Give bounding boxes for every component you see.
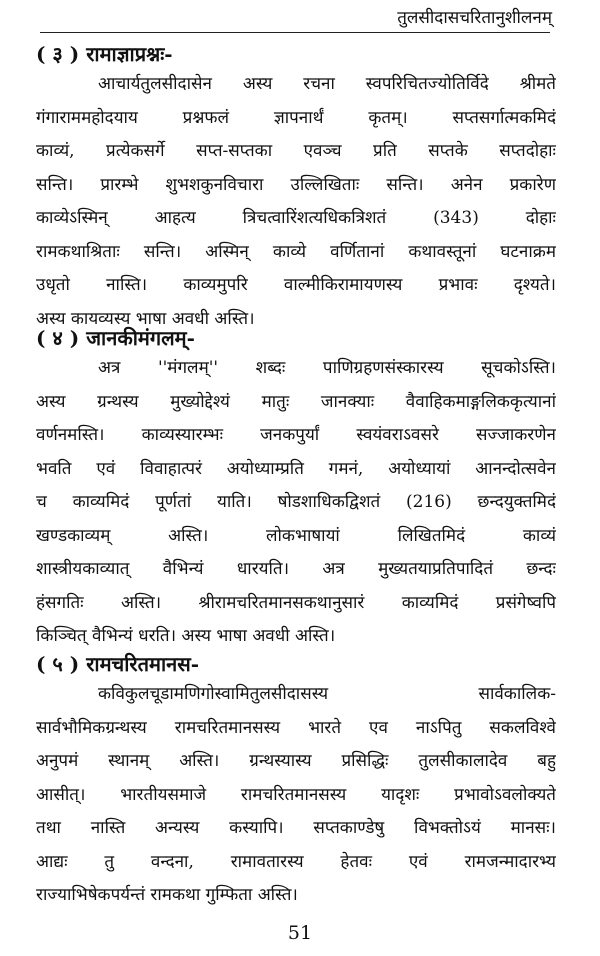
text-line: काव्येऽस्मिन् आहत्य त्रिचत्वारिंशत्यधिकत्रिशतं (343) दोहाः xyxy=(36,208,556,228)
text-line: आद्यः तु वन्दना, रामावतारस्य हेतवः एवं रामजन्मादारभ्य xyxy=(36,851,556,872)
text-line: किञ्चित् वैभिन्यं धरति। अस्य भाषा अवधी अस्ति। xyxy=(36,626,336,646)
text-line: वर्णनमस्ति। काव्यस्यारम्भः जनकपुर्यां स्वयंवराऽवसरे सज्जाकरणेन xyxy=(36,425,556,445)
section-paragraph xyxy=(36,678,556,913)
section-paragraph xyxy=(36,352,556,654)
text-line: सार्वभौमिकग्रन्थस्य रामचरितमानसस्य भारते एव नाऽपितु सकलविश्वे xyxy=(36,717,556,738)
section-ramacharitamanas xyxy=(36,650,556,913)
section-janakimangalam xyxy=(36,324,556,654)
section-heading: ( ३ ) रामाज्ञाप्रश्नः- xyxy=(36,42,173,66)
text-line: राज्याभिषेकपर्यन्तं रामकथा गुम्फिता अस्ति। xyxy=(36,885,298,905)
section-heading: ( ५ ) रामचरितमानस- xyxy=(36,652,200,676)
text-line: उधृतो नास्ति। काव्यमुपरि वाल्मीकिरामायणस्य प्रभावः दृश्यते। xyxy=(36,275,556,295)
text-line: खण्डकाव्यम् अस्ति। लोकभाषायां लिखितमिदं काव्यं xyxy=(36,525,556,546)
section-paragraph xyxy=(36,68,556,336)
text-line: सन्ति। प्रारम्भे शुभशकुनविचारा उल्लिखिताः सन्ति। अनेन प्रकारेण xyxy=(36,174,556,195)
text-line: शास्त्रीयकाव्यात् वैभिन्यं धारयति। अत्र मुख्यतयाप्रतिपादितं छन्दः xyxy=(36,559,556,579)
page-number: 51 xyxy=(287,922,313,944)
section-heading: ( ४ ) जानकीमंगलम्- xyxy=(36,326,195,350)
text-line: अत्र ''मंगलम्'' शब्दः पाणिग्रहणसंस्कारस्य सूचकोऽस्ति। xyxy=(98,358,556,378)
text-line: आसीत्। भारतीयसमाजे रामचरितमानसस्य यादृशः प्रभावोऽवलोक्यते xyxy=(36,784,556,805)
running-header: तुलसीदासचरितानुशीलनम् xyxy=(397,8,552,28)
text-line: आचार्यतुलसीदासेन अस्य रचना स्वपरिचितज्योतिर्विदे श्रीमते xyxy=(98,74,556,94)
text-line: च काव्यमिदं पूर्णतां याति। षोडशाधिकद्विशतं (216) छन्दयुक्तमिदं xyxy=(36,492,556,512)
text-line: कविकुलचूडामणिगोस्वामितुलसीदासस्य सार्वकालिक- xyxy=(98,684,556,704)
header-rule xyxy=(40,32,550,33)
text-line: रामकथाश्रिताः सन्ति। अस्मिन् काव्ये वर्णितानां कथावस्तूनां घटनाक्रम xyxy=(36,241,556,262)
text-line: गंगाराममहोदयाय प्रश्नफलं ज्ञापनार्थं कृतम्। सप्तसर्गात्मकमिदं xyxy=(36,107,556,128)
text-line: तथा नास्ति अन्यस्य कस्यापि। सप्तकाण्डेषु विभक्तोऽयं मानसः। xyxy=(36,818,556,838)
section-ramajnaprashna xyxy=(36,40,556,336)
text-line: अस्य ग्रन्थस्य मुख्योद्देश्यं मातुः जानक्याः वैवाहिकमाङ्गलिककृत्यानां xyxy=(36,391,556,412)
text-line: अस्य कायव्यस्य भाषा अवधी अस्ति। xyxy=(36,308,255,329)
text-line: काव्यं, प्रत्येकसर्गे सप्त-सप्तका एवञ्च प्रति सप्तके सप्तदोहाः xyxy=(36,141,556,161)
text-line: अनुपमं स्थानम् अस्ति। ग्रन्थस्यास्य प्रसिद्धिः तुलसीकालादेव बहु xyxy=(36,751,556,771)
text-line: भवति एवं विवाहात्परं अयोध्याम्प्रति गमनं, अयोध्यायां आनन्दोत्सवेन xyxy=(36,458,556,479)
text-line: हंसगतिः अस्ति। श्रीरामचरितमानसकथानुसारं काव्यमिदं प्रसंगेष्वपि xyxy=(36,592,556,613)
